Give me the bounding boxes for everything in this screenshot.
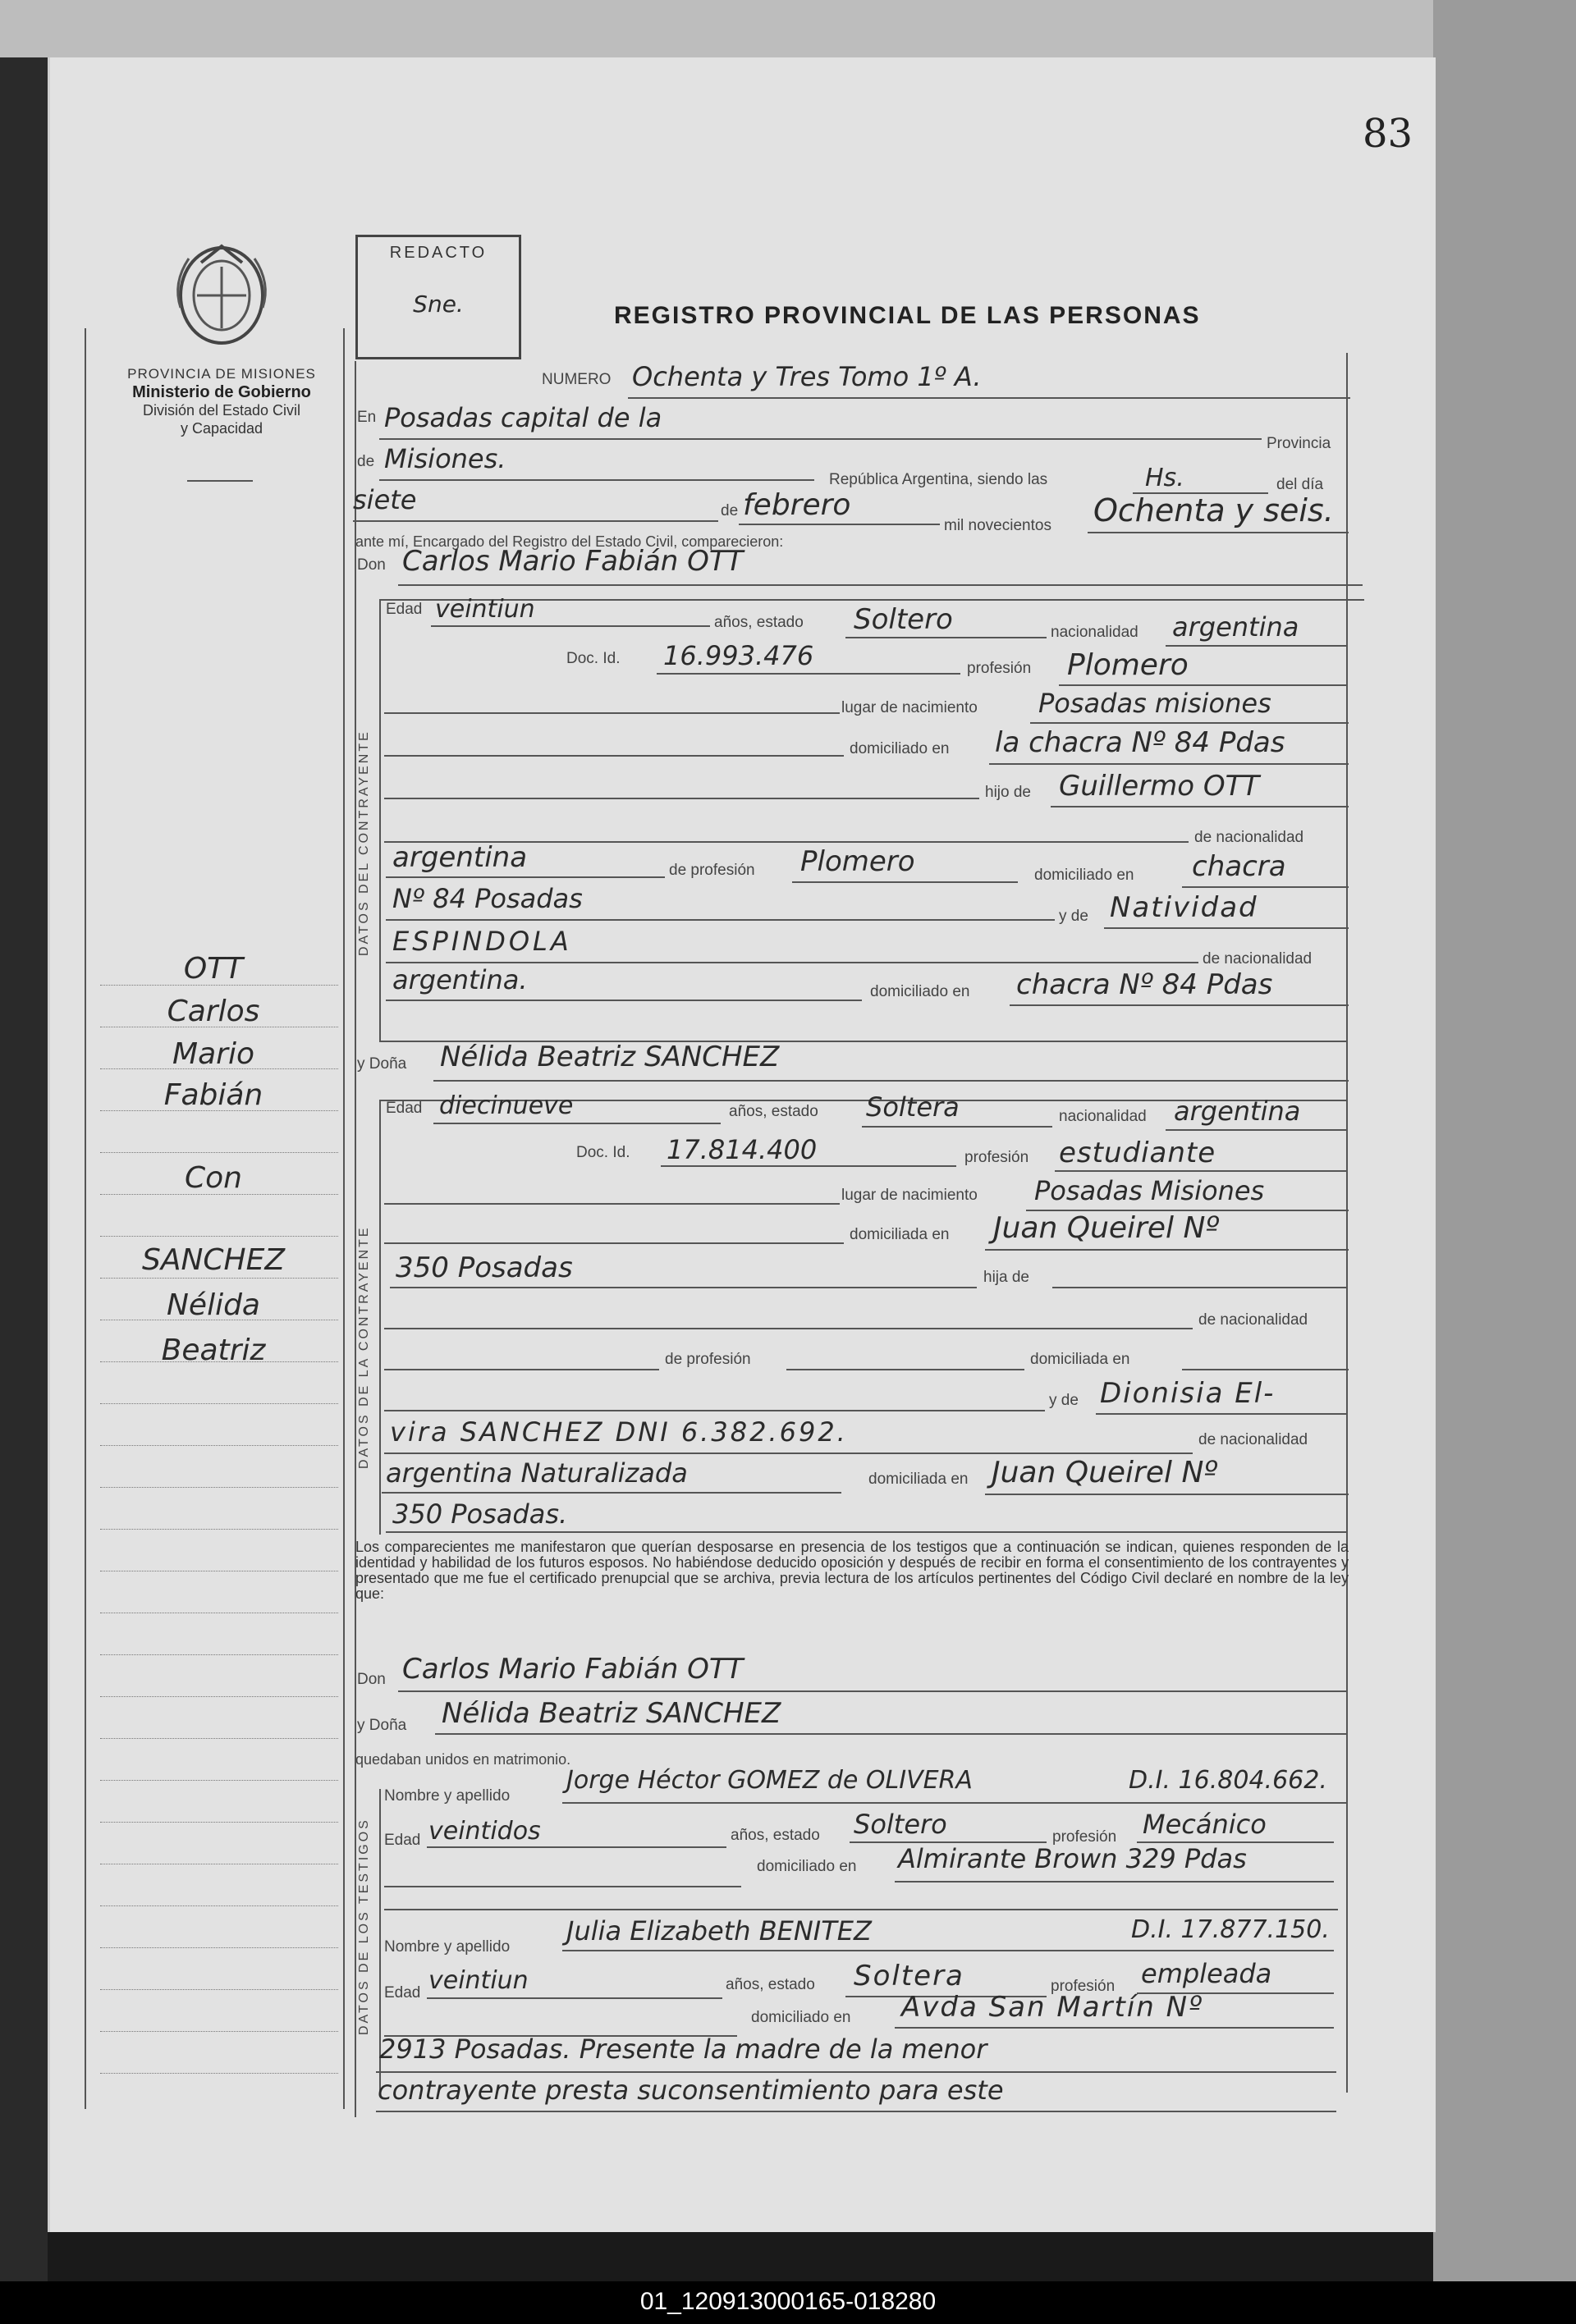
background-top [0,0,1576,57]
groom-prof-value: Plomero [1067,648,1189,682]
w2-doc: D.I. 17.877.150. [1131,1915,1330,1944]
bride-mother-nac-label: de nacionalidad [1198,1431,1308,1448]
margin-rule [100,1654,338,1655]
w1-prof: Mecánico [1143,1809,1267,1840]
de-label2: de [721,502,739,519]
register-title: REGISTRO PROVINCIAL DE LAS PERSONAS [614,302,1201,329]
province-value: Misiones. [384,443,506,474]
groom-mother-nac: argentina. [392,964,528,995]
groom-de-prof-label: de profesión [669,862,755,879]
groom-section-label: DATOS DEL CONTRAYENTE [357,730,371,956]
margin-rule [100,1068,338,1069]
province-line1: PROVINCIA DE MISIONES [127,366,316,382]
bride-mother-value: Dionisia El- [1100,1377,1276,1410]
margin-bride-name2: Beatriz [161,1334,266,1367]
republica-label: República Argentina, siendo las [829,471,1048,488]
bride-nac-value: argentina [1174,1096,1301,1127]
bride-mother-dom2: 350 Posadas. [392,1498,568,1530]
groom-lugar-value: Posadas misiones [1038,688,1271,719]
bride-hija-label: hija de [983,1269,1029,1286]
bride-lugar-label: lugar de nacimiento [841,1187,978,1204]
margin-rule [100,1361,338,1362]
background-left [0,0,48,2281]
bride-mother-dom-label: domiciliada en [868,1471,969,1488]
don-label: Don [357,556,386,574]
groom-mother-value2: ESPINDOLA [392,926,572,957]
redacto-box [355,235,521,359]
w2-anos-label: años, estado [726,1976,815,1993]
bride-dom-value: Juan Queirel Nº [993,1211,1220,1245]
margin-bride-surname: SANCHEZ [141,1243,286,1277]
groom-name-intro: Carlos Mario Fabián OTT [402,545,744,578]
quedaban-label: quedaban unidos en matrimonio. [355,1751,571,1768]
margin-rule [100,1989,338,1990]
groom-mother-dom: chacra Nº 84 Pdas [1016,968,1273,1001]
province-line3: División del Estado Civil [142,402,301,419]
groom-mother-nac-label: de nacionalidad [1203,950,1313,968]
witnesses-section-label: DATOS DE LOS TESTIGOS [357,1818,371,2035]
bride-dom-label: domiciliada en [850,1226,950,1243]
w1-name: Jorge Héctor GOMEZ de OLIVERA [566,1766,973,1795]
groom-father-dom2: Nº 84 Posadas [392,883,583,914]
groom-doc-value: 16.993.476 [663,640,814,671]
w2-note-line1: 2913 Posadas. Presente la madre de la menor [379,2034,987,2065]
margin-groom-surname: OTT [183,952,244,986]
groom-father-value: Guillermo OTT [1059,770,1260,803]
de-label: de [357,453,375,470]
background-right [1433,0,1576,2281]
bride-doc-label: Doc. Id. [576,1144,630,1161]
w2-name: Julia Elizabeth BENITEZ [566,1915,872,1947]
groom-edad-label: Edad [386,601,423,618]
groom-hijo-label: hijo de [985,784,1031,801]
groom-doc-label: Doc. Id. [566,650,621,667]
province-line4: y Capacidad [180,420,263,437]
margin-rule [100,1278,338,1279]
numero-label: NUMERO [542,371,612,388]
bride-nac-label: nacionalidad [1059,1108,1147,1125]
bride-edad-value: diecinueve [439,1091,574,1120]
margin-rule [100,1780,338,1781]
bride-father-dom-label: domiciliada en [1030,1351,1130,1368]
bride-mother-nac: argentina Naturalizada [386,1457,688,1489]
w2-estado: Soltera [854,1960,964,1992]
groom-dom-value: la chacra Nº 84 Pdas [995,726,1285,759]
margin-rule [100,2031,338,2032]
bride-prof-label: profesión [964,1149,1029,1166]
del-dia-label: del día [1276,476,1324,493]
groom-y-de-label: y de [1059,908,1088,925]
groom-mother-value: Natividad [1110,891,1258,924]
w1-anos-label: años, estado [731,1827,820,1844]
groom-nac-label: nacionalidad [1051,624,1138,641]
decl-don-label: Don [357,1671,386,1688]
bride-edad-label: Edad [386,1100,423,1117]
bride-doc-value: 17.814.400 [667,1134,818,1165]
declaration-text: Los comparecientes me manifestaron que querían desposarse en presencia de los testigos que a continuación se indican, quienes responden de la identidad y habilidad de los futuros esposos. No habiéndose deducido oposición y después de recibir en forma el consentimiento de los contrayentes y presentado que me fue el certificado prenupcial que se archiva, previa lectura de los artículos pertinentes del Código Civil declaré en nombre de la ley que: [355,1539,1349,1602]
margin-bride-name1: Nélida [167,1288,260,1322]
bride-prof-value: estudiante [1059,1137,1216,1169]
w1-doc: D.I. 16.804.662. [1129,1766,1327,1795]
margin-rule [100,1738,338,1739]
bride-section-label: DATOS DE LA CONTRAYENTE [357,1225,371,1469]
decl-bride-name: Nélida Beatriz SANCHEZ [442,1697,781,1730]
margin-rule [100,1236,338,1237]
provincia-label: Provincia [1267,435,1331,452]
margin-rule [100,2073,338,2074]
en-label: En [357,409,377,426]
dona-label: y Doña [357,1055,407,1073]
margin-rule [100,1905,338,1906]
margin-rule [100,1947,338,1948]
day-value: siete [353,484,417,515]
redacto-label: REDACTO [389,244,488,262]
w2-dom-label: domiciliado en [751,2009,851,2026]
mil-label: mil novecientos [944,517,1051,534]
w2-dom: Avda San Martín Nº [901,1991,1204,2024]
hours-value: Hs. [1145,464,1184,492]
decl-groom-name: Carlos Mario Fabián OTT [402,1653,744,1686]
margin-groom-name2: Mario [172,1037,254,1071]
w1-edad: veintidos [428,1817,541,1846]
margin-rule [100,1152,338,1153]
groom-estado-value: Soltero [854,603,953,636]
groom-nac-value: argentina [1172,611,1299,643]
w2-prof: empleada [1141,1958,1272,1989]
margin-connector: Con [185,1161,242,1195]
province-seal-icon [168,234,275,349]
footer-id: 01_120913000165-018280 [639,2288,937,2315]
w1-dom-label: domiciliado en [757,1858,857,1875]
groom-edad-value: veintiun [435,595,535,624]
margin-rule [100,1696,338,1697]
groom-father-dom-label: domiciliado en [1034,867,1134,884]
decl-dona-label: y Doña [357,1717,407,1734]
margin-rule [100,1403,338,1404]
w1-prof-label: profesión [1052,1828,1117,1846]
margin-rule [100,1110,338,1111]
w2-note-line2: contrayente presta suconsentimiento para este [378,2075,1004,2106]
w1-dom: Almirante Brown 329 Pdas [898,1843,1247,1874]
w1-nombre-label: Nombre y apellido [384,1787,511,1805]
w1-estado: Soltero [854,1809,947,1840]
province-line2: Ministerio de Gobierno [132,383,311,401]
w2-edad: veintiun [428,1966,529,1995]
margin-rule [100,1822,338,1823]
margin-rule [100,1487,338,1488]
numero-value: Ochenta y Tres Tomo 1º A. [632,361,982,392]
w2-prof-label: profesión [1051,1978,1116,1995]
groom-anos-label: años, estado [714,614,804,631]
ante-label: ante mí, Encargado del Registro del Estado Civil, comparecieron: [355,533,784,550]
margin-rule [100,1529,338,1530]
groom-father-nac: argentina [392,841,528,874]
bride-de-nac-label: de nacionalidad [1198,1311,1308,1329]
province-block [90,365,353,437]
groom-dom-label: domiciliado en [850,740,950,757]
groom-father-prof: Plomero [800,845,915,878]
groom-lugar-label: lugar de nacimiento [841,699,978,716]
groom-de-nac-label: de nacionalidad [1194,829,1304,846]
bride-y-de-label: y de [1049,1392,1079,1409]
redacto-value: Sne. [413,290,464,318]
bride-mother-value2: vira SANCHEZ DNI 6.382.692. [390,1416,848,1448]
groom-father-dom: chacra [1192,850,1286,883]
margin-groom-name1: Carlos [167,995,260,1028]
bride-dom-value2: 350 Posadas [396,1251,573,1284]
bride-de-prof-label: de profesión [665,1351,751,1368]
bride-name-intro: Nélida Beatriz SANCHEZ [440,1041,780,1073]
year-value: Ochenta y seis. [1093,492,1334,528]
page-number: 83 [1363,111,1413,157]
margin-rule [100,985,338,986]
w2-nombre-label: Nombre y apellido [384,1938,511,1956]
bride-lugar-value: Posadas Misiones [1034,1175,1265,1206]
place-value: Posadas capital de la [384,402,662,433]
bride-mother-dom: Juan Queirel Nº [992,1456,1218,1489]
w2-edad-label: Edad [384,1984,421,2001]
w1-edad-label: Edad [384,1832,421,1849]
bride-estado-value: Soltera [866,1091,960,1123]
month-value: febrero [743,488,851,522]
groom-prof-label: profesión [967,660,1032,677]
groom-mother-dom-label: domiciliado en [870,983,970,1000]
margin-rule [100,1194,338,1195]
margin-rule [100,1445,338,1446]
bride-anos-label: años, estado [729,1103,818,1120]
margin-groom-name3: Fabián [163,1078,263,1112]
